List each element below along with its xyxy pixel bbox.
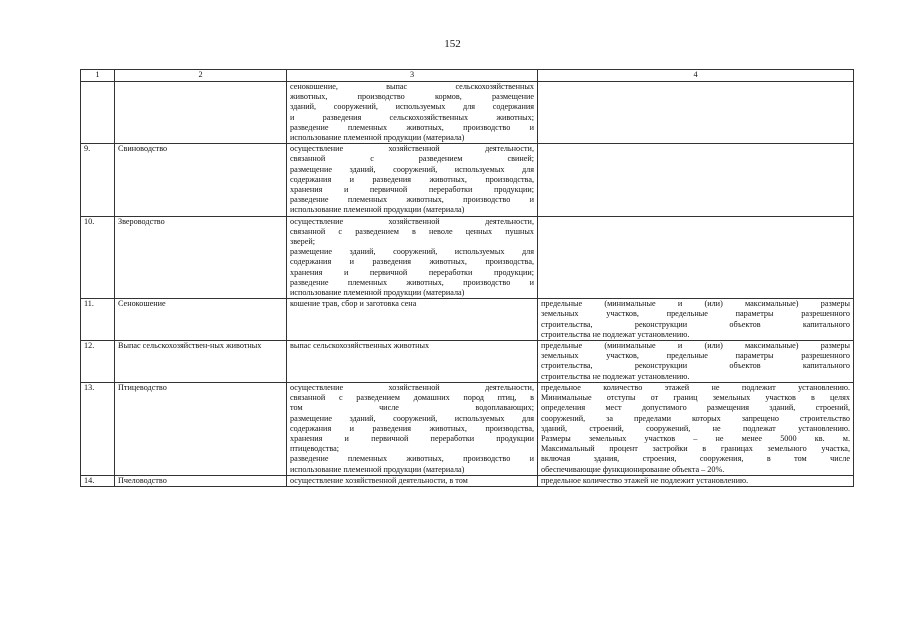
land-use-type-name <box>115 82 287 144</box>
construction-parameters-line: земельных участков, предельные параметры разрешенного <box>541 351 850 361</box>
land-use-description-line: разведение племенных животных, производство и <box>290 277 534 287</box>
table-row <box>81 475 854 486</box>
construction-parameters-line: зданий, строений, сооружений, не подлежат установлению. <box>541 423 850 433</box>
land-use-description-line: размещение зданий, сооружений, используемых для <box>290 247 534 257</box>
table-row <box>81 144 854 216</box>
land-use-description-line: содержания и разведения животных, производства, <box>290 174 534 184</box>
row-number: 14. <box>81 475 115 486</box>
table-header-row <box>81 70 854 82</box>
table-row <box>81 82 854 144</box>
land-use-type-name: Сенокошение <box>115 299 287 341</box>
land-use-type-name: Выпас сельскохозяйствен-ных животных <box>115 341 287 383</box>
land-use-description-line: животных, производство кормов, размещение <box>290 92 534 102</box>
land-use-type-name: Птицеводство <box>115 382 287 475</box>
land-use-description-line: связанной с разведением свиней; <box>290 154 534 164</box>
construction-parameters-line: строительства не подлежат установлению. <box>541 329 690 339</box>
construction-parameters-line: Размеры земельных участков – не менее 5000 кв. м. <box>541 433 850 443</box>
land-use-description-line: осуществление хозяйственной деятельности, <box>290 382 534 392</box>
land-use-description <box>287 82 538 144</box>
land-use-description-line: зверей; <box>290 237 316 247</box>
row-number: 11. <box>81 299 115 341</box>
column-header: 3 <box>287 70 538 82</box>
land-use-description-line: том числе водоплавающих; <box>290 403 534 413</box>
land-use-description-line: кошение трав, сбор и заготовка сена <box>290 299 417 309</box>
table-row <box>81 299 854 341</box>
land-use-description-line: зданий, сооружений, используемых для содержания <box>290 102 534 112</box>
row-number: 10. <box>81 216 115 299</box>
table-row <box>81 216 854 299</box>
construction-parameters <box>538 82 854 144</box>
construction-parameters-line: земельных участков, предельные параметры разрешенного <box>541 309 850 319</box>
construction-parameters-line: сооружений, за пределами которых запрещено строительство <box>541 413 850 423</box>
land-use-description-line: хранения и первичной переработки продукции; <box>290 185 534 195</box>
land-use-description-line: размещение зданий, сооружений, используемых для <box>290 413 534 423</box>
column-header: 1 <box>81 70 115 82</box>
table-row <box>81 382 854 475</box>
land-use-description-line: выпас сельскохозяйственных животных <box>290 341 430 351</box>
construction-parameters <box>538 341 854 383</box>
land-use-description <box>287 144 538 216</box>
land-use-description-line: разведение племенных животных, производство и <box>290 454 534 464</box>
construction-parameters-line: строительства не подлежат установлению. <box>541 371 690 381</box>
construction-parameters-line: Минимальные отступы от границ земельных участков в целях <box>541 393 850 403</box>
land-use-description-line: и разведения сельскохозяйственных животных; <box>290 112 534 122</box>
land-use-description-line: использование племенной продукции (материала) <box>290 288 465 298</box>
row-number: 9. <box>81 144 115 216</box>
construction-parameters-line: строительства, реконструкции объектов капитального <box>541 361 850 371</box>
construction-parameters-line: Максимальный процент застройки в границах земельного участка, <box>541 444 850 454</box>
construction-parameters <box>538 216 854 299</box>
column-header: 2 <box>115 70 287 82</box>
land-use-description-line: осуществление хозяйственной деятельности, <box>290 216 534 226</box>
construction-parameters-line: определения мест допустимого размещения зданий, строений, <box>541 403 850 413</box>
land-use-description-line: связанной с разведением домашних пород птиц, в <box>290 393 534 403</box>
land-use-description-line: использование племенной продукции (материала) <box>290 133 465 143</box>
land-use-description-line: использование племенной продукции (материала) <box>290 205 465 215</box>
land-use-description-line: хранения и первичной переработки продукции <box>290 433 534 443</box>
construction-parameters-line: предельное количество этажей не подлежит установлению. <box>541 382 850 392</box>
land-use-type-name: Пчеловодство <box>115 475 287 486</box>
land-use-type-name: Звероводство <box>115 216 287 299</box>
land-use-description <box>287 341 538 383</box>
land-use-description-line: содержания и разведения животных, производства, <box>290 423 534 433</box>
construction-parameters <box>538 475 854 486</box>
page-number: 152 <box>444 38 461 50</box>
land-use-type-name: Свиноводство <box>115 144 287 216</box>
land-use-description-line: содержания и разведения животных, производства, <box>290 257 534 267</box>
land-use-description-line: разведение племенных животных, производство и <box>290 122 534 132</box>
land-use-description <box>287 382 538 475</box>
construction-parameters-line: предельные (минимальные и (или) максимальные) размеры <box>541 299 850 309</box>
table-row <box>81 341 854 383</box>
row-number: 12. <box>81 341 115 383</box>
construction-parameters-line: обеспечивающие функционирование объекта – 20%. <box>541 464 725 474</box>
land-use-table <box>80 69 854 487</box>
row-number <box>81 82 115 144</box>
construction-parameters-line: предельные (минимальные и (или) максимальные) размеры <box>541 341 850 351</box>
land-use-description <box>287 299 538 341</box>
construction-parameters <box>538 144 854 216</box>
construction-parameters <box>538 382 854 475</box>
land-use-description-line: осуществление хозяйственной деятельности, <box>290 144 534 154</box>
construction-parameters-line: предельное количество этажей не подлежит установлению. <box>541 475 749 485</box>
land-use-description <box>287 216 538 299</box>
land-use-description-line: связанной с разведением в неволе ценных пушных <box>290 226 534 236</box>
land-use-description-line: использование племенной продукции (материала) <box>290 464 465 474</box>
land-use-description-line: сенокошение, выпас сельскохозяйственных <box>290 82 534 91</box>
construction-parameters-line: включая здания, строения, сооружения, в том числе <box>541 454 850 464</box>
land-use-description-line: хранения и первичной переработки продукции; <box>290 267 534 277</box>
land-use-description-line: птицеводства; <box>290 444 340 454</box>
construction-parameters-line: строительства, реконструкции объектов капитального <box>541 319 850 329</box>
column-header: 4 <box>538 70 854 82</box>
construction-parameters <box>538 299 854 341</box>
land-use-description-line: осуществление хозяйственной деятельности, в том <box>290 475 468 485</box>
land-use-description-line: размещение зданий, сооружений, используемых для <box>290 164 534 174</box>
land-use-description <box>287 475 538 486</box>
land-use-description-line: разведение племенных животных, производство и <box>290 195 534 205</box>
row-number: 13. <box>81 382 115 475</box>
